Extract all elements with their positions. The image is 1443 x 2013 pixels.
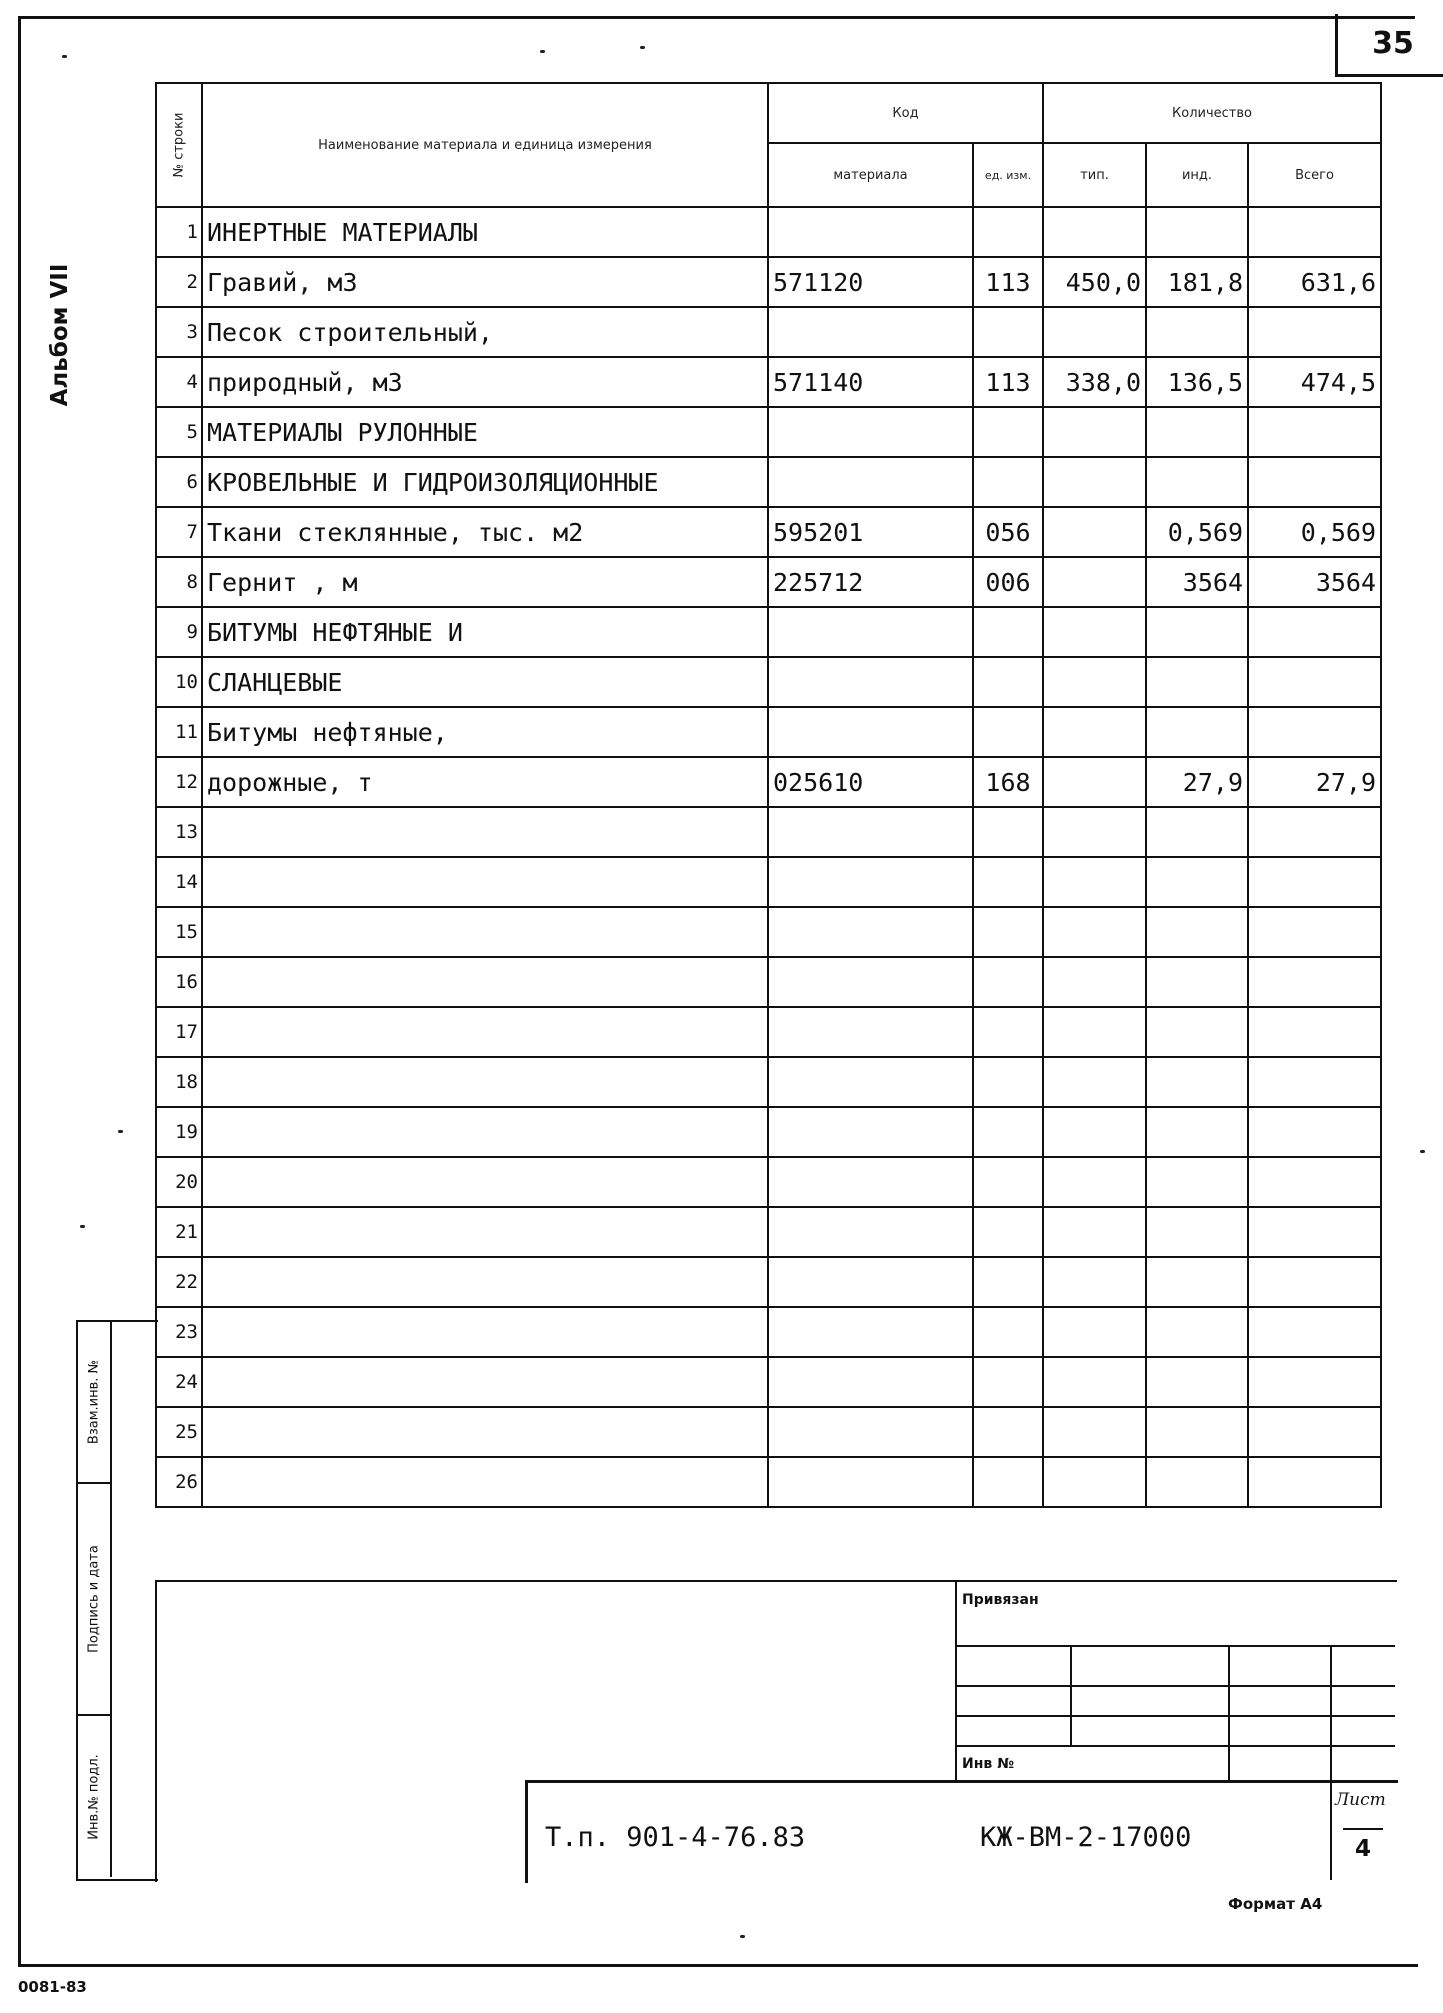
- material-name-cell: Ткани стеклянные, тыс. м2: [202, 507, 768, 557]
- unit-code-cell: [973, 1207, 1043, 1257]
- material-name-cell: ИНЕРТНЫЕ МАТЕРИАЛЫ: [202, 207, 768, 257]
- scan-speck: [740, 1935, 745, 1938]
- row-number-cell: 23: [156, 1307, 202, 1357]
- qty-ind-cell: [1146, 1057, 1248, 1107]
- row-number-cell: 17: [156, 1007, 202, 1057]
- row-number-cell: 8: [156, 557, 202, 607]
- sheet-label: Лист: [1335, 1790, 1386, 1810]
- material-code-cell: [768, 907, 973, 957]
- material-code-cell: [768, 607, 973, 657]
- row-number-cell: 14: [156, 857, 202, 907]
- qty-typ-cell: [1043, 1357, 1146, 1407]
- unit-code-cell: [973, 607, 1043, 657]
- unit-code-cell: [973, 1157, 1043, 1207]
- header-qty-typ: тип.: [1043, 143, 1146, 207]
- frame-top-border: [20, 16, 1415, 19]
- unit-code-cell: [973, 1407, 1043, 1457]
- stamp-line: [955, 1745, 1395, 1747]
- qty-typ-cell: [1043, 957, 1146, 1007]
- qty-total-cell: [1248, 657, 1381, 707]
- unit-code-cell: 056: [973, 507, 1043, 557]
- stamp-line: [955, 1685, 1395, 1687]
- qty-ind-cell: [1146, 1007, 1248, 1057]
- scan-speck: [62, 55, 67, 58]
- unit-code-cell: [973, 1057, 1043, 1107]
- qty-ind-cell: [1146, 907, 1248, 957]
- margin-cell-vzam-inv: Взам.инв. №: [78, 1322, 112, 1484]
- table-row: [156, 1457, 1381, 1507]
- unit-code-cell: [973, 1307, 1043, 1357]
- material-code-cell: [768, 707, 973, 757]
- material-name-cell: [202, 1357, 768, 1407]
- material-code-cell: [768, 407, 973, 457]
- table-row: [156, 257, 1381, 307]
- qty-typ-cell: [1043, 457, 1146, 507]
- qty-typ-cell: [1043, 1257, 1146, 1307]
- material-code-cell: [768, 1107, 973, 1157]
- margin-cell-inv-podl: Инв.№ подл.: [78, 1716, 112, 1877]
- unit-code-cell: [973, 657, 1043, 707]
- material-code-cell: [768, 1357, 973, 1407]
- row-number-cell: 21: [156, 1207, 202, 1257]
- qty-total-cell: [1248, 1107, 1381, 1157]
- qty-total-cell: [1248, 457, 1381, 507]
- table-row: [156, 907, 1381, 957]
- header-material-name: Наименование материала и единица измерения: [202, 83, 768, 207]
- document-code: КЖ-ВМ-2-17000: [980, 1822, 1192, 1853]
- unit-code-cell: [973, 457, 1043, 507]
- header-quantity-group: Количество: [1043, 83, 1381, 143]
- qty-total-cell: 631,6: [1248, 257, 1381, 307]
- material-code-cell: [768, 207, 973, 257]
- row-number-cell: 25: [156, 1407, 202, 1457]
- table-row: [156, 1157, 1381, 1207]
- qty-ind-cell: 27,9: [1146, 757, 1248, 807]
- table-row: [156, 457, 1381, 507]
- unit-code-cell: 006: [973, 557, 1043, 607]
- qty-total-cell: [1248, 857, 1381, 907]
- qty-typ-cell: [1043, 1157, 1146, 1207]
- qty-total-cell: [1248, 807, 1381, 857]
- qty-total-cell: [1248, 207, 1381, 257]
- format-label: Формат А4: [1228, 1895, 1323, 1913]
- qty-typ-cell: [1043, 557, 1146, 607]
- qty-typ-cell: [1043, 1307, 1146, 1357]
- unit-code-cell: [973, 957, 1043, 1007]
- qty-typ-cell: [1043, 1107, 1146, 1157]
- qty-total-cell: 474,5: [1248, 357, 1381, 407]
- qty-total-cell: 0,569: [1248, 507, 1381, 557]
- row-number-cell: 16: [156, 957, 202, 1007]
- table-row: [156, 407, 1381, 457]
- qty-typ-cell: [1043, 507, 1146, 557]
- material-code-cell: [768, 657, 973, 707]
- qty-total-cell: [1248, 1057, 1381, 1107]
- table-row: [156, 857, 1381, 907]
- qty-typ-cell: [1043, 657, 1146, 707]
- qty-ind-cell: [1146, 607, 1248, 657]
- qty-ind-cell: [1146, 1157, 1248, 1207]
- scan-speck: [80, 1225, 85, 1228]
- material-name-cell: Гернит , м: [202, 557, 768, 607]
- qty-ind-cell: [1146, 1207, 1248, 1257]
- material-name-cell: дорожные, т: [202, 757, 768, 807]
- unit-code-cell: [973, 307, 1043, 357]
- material-code-cell: [768, 1257, 973, 1307]
- qty-ind-cell: [1146, 457, 1248, 507]
- qty-typ-cell: 450,0: [1043, 257, 1146, 307]
- qty-ind-cell: [1146, 1257, 1248, 1307]
- header-qty-ind: инд.: [1146, 143, 1248, 207]
- material-code-cell: [768, 1207, 973, 1257]
- stamp-line: [1070, 1645, 1072, 1745]
- material-code-cell: [768, 1007, 973, 1057]
- table-row: [156, 1107, 1381, 1157]
- material-code-cell: 225712: [768, 557, 973, 607]
- sheet-number: 4: [1343, 1828, 1383, 1868]
- material-code-cell: 571140: [768, 357, 973, 407]
- material-code-cell: 025610: [768, 757, 973, 807]
- unit-code-cell: [973, 1007, 1043, 1057]
- qty-ind-cell: [1146, 957, 1248, 1007]
- row-number-cell: 6: [156, 457, 202, 507]
- inv-number-label: Инв №: [962, 1756, 1014, 1772]
- qty-typ-cell: [1043, 607, 1146, 657]
- material-name-cell: [202, 1107, 768, 1157]
- qty-total-cell: [1248, 407, 1381, 457]
- page-number: 35: [1335, 14, 1443, 77]
- header-code-material: материала: [768, 143, 973, 207]
- unit-code-cell: [973, 407, 1043, 457]
- scan-speck: [118, 1130, 123, 1133]
- table-row: [156, 1207, 1381, 1257]
- material-name-cell: Гравий, м3: [202, 257, 768, 307]
- qty-ind-cell: [1146, 1107, 1248, 1157]
- qty-ind-cell: [1146, 1307, 1248, 1357]
- header-code-unit: ед. изм.: [973, 143, 1043, 207]
- row-number-cell: 10: [156, 657, 202, 707]
- qty-total-cell: [1248, 1457, 1381, 1507]
- material-name-cell: [202, 1307, 768, 1357]
- unit-code-cell: [973, 707, 1043, 757]
- material-code-cell: [768, 1057, 973, 1107]
- qty-ind-cell: [1146, 807, 1248, 857]
- table-row: [156, 1057, 1381, 1107]
- qty-ind-cell: [1146, 1407, 1248, 1457]
- material-code-cell: [768, 1457, 973, 1507]
- qty-total-cell: 3564: [1248, 557, 1381, 607]
- unit-code-cell: [973, 1107, 1043, 1157]
- margin-stamp-block: [76, 1320, 158, 1881]
- material-name-cell: [202, 1457, 768, 1507]
- qty-ind-cell: [1146, 1357, 1248, 1407]
- table-row: [156, 1007, 1381, 1057]
- qty-ind-cell: [1146, 857, 1248, 907]
- album-label: Альбом VII: [47, 263, 73, 407]
- qty-typ-cell: [1043, 1457, 1146, 1507]
- header-row-number: № строки: [156, 83, 202, 207]
- scan-speck: [540, 50, 545, 53]
- qty-total-cell: [1248, 907, 1381, 957]
- stamp-line: [1228, 1645, 1230, 1780]
- qty-ind-cell: 3564: [1146, 557, 1248, 607]
- table-row: [156, 307, 1381, 357]
- material-name-cell: Битумы нефтяные,: [202, 707, 768, 757]
- material-name-cell: СЛАНЦЕВЫЕ: [202, 657, 768, 707]
- frame-left-border: [18, 16, 21, 1964]
- qty-ind-cell: [1146, 657, 1248, 707]
- qty-total-cell: [1248, 607, 1381, 657]
- unit-code-cell: 113: [973, 357, 1043, 407]
- unit-code-cell: [973, 1357, 1043, 1407]
- material-name-cell: [202, 907, 768, 957]
- row-number-cell: 11: [156, 707, 202, 757]
- qty-typ-cell: [1043, 707, 1146, 757]
- table-row: [156, 757, 1381, 807]
- material-code-cell: [768, 1307, 973, 1357]
- material-name-cell: [202, 1157, 768, 1207]
- qty-ind-cell: 136,5: [1146, 357, 1248, 407]
- table-row: [156, 207, 1381, 257]
- qty-ind-cell: [1146, 407, 1248, 457]
- material-name-cell: КРОВЕЛЬНЫЕ И ГИДРОИЗОЛЯЦИОННЫЕ: [202, 457, 768, 507]
- qty-total-cell: [1248, 1157, 1381, 1207]
- qty-typ-cell: [1043, 1057, 1146, 1107]
- margin-cell-podpis-data: Подпись и дата: [78, 1484, 112, 1716]
- qty-ind-cell: 181,8: [1146, 257, 1248, 307]
- privyazan-label: Привязан: [962, 1592, 1039, 1608]
- table-row: [156, 957, 1381, 1007]
- qty-typ-cell: [1043, 1207, 1146, 1257]
- row-number-cell: 7: [156, 507, 202, 557]
- stamp-line: [955, 1645, 1395, 1647]
- row-number-cell: 19: [156, 1107, 202, 1157]
- material-name-cell: [202, 857, 768, 907]
- material-code-cell: 595201: [768, 507, 973, 557]
- table-row: [156, 1307, 1381, 1357]
- archive-code: 0081-83: [18, 1978, 87, 1996]
- unit-code-cell: [973, 857, 1043, 907]
- qty-typ-cell: [1043, 407, 1146, 457]
- materials-table: [155, 82, 1382, 1508]
- qty-ind-cell: [1146, 207, 1248, 257]
- row-number-cell: 18: [156, 1057, 202, 1107]
- table-row: [156, 1407, 1381, 1457]
- qty-typ-cell: [1043, 307, 1146, 357]
- qty-total-cell: [1248, 707, 1381, 757]
- row-number-cell: 20: [156, 1157, 202, 1207]
- material-code-cell: [768, 957, 973, 1007]
- material-name-cell: [202, 1207, 768, 1257]
- qty-total-cell: [1248, 1007, 1381, 1057]
- material-name-cell: [202, 1007, 768, 1057]
- table-row: [156, 557, 1381, 607]
- table-row: [156, 357, 1381, 407]
- unit-code-cell: [973, 807, 1043, 857]
- unit-code-cell: [973, 1257, 1043, 1307]
- material-name-cell: БИТУМЫ НЕФТЯНЫЕ И: [202, 607, 768, 657]
- row-number-cell: 22: [156, 1257, 202, 1307]
- material-name-cell: МАТЕРИАЛЫ РУЛОННЫЕ: [202, 407, 768, 457]
- material-code-cell: [768, 307, 973, 357]
- qty-ind-cell: [1146, 1457, 1248, 1507]
- row-number-cell: 12: [156, 757, 202, 807]
- row-number-cell: 1: [156, 207, 202, 257]
- qty-total-cell: [1248, 1357, 1381, 1407]
- unit-code-cell: [973, 207, 1043, 257]
- qty-ind-cell: 0,569: [1146, 507, 1248, 557]
- frame-bottom-border: [18, 1964, 1418, 1967]
- material-code-cell: [768, 1407, 973, 1457]
- header-qty-total: Всего: [1248, 143, 1381, 207]
- qty-typ-cell: [1043, 807, 1146, 857]
- row-number-cell: 9: [156, 607, 202, 657]
- material-name-cell: [202, 1057, 768, 1107]
- qty-typ-cell: [1043, 207, 1146, 257]
- table-row: [156, 1257, 1381, 1307]
- header-code-group: Код: [768, 83, 1043, 143]
- qty-total-cell: [1248, 957, 1381, 1007]
- material-name-cell: [202, 1257, 768, 1307]
- scan-speck: [640, 46, 645, 49]
- table-row: [156, 607, 1381, 657]
- qty-ind-cell: [1146, 707, 1248, 757]
- row-number-cell: 13: [156, 807, 202, 857]
- qty-total-cell: [1248, 1207, 1381, 1257]
- material-code-cell: [768, 807, 973, 857]
- material-name-cell: [202, 1407, 768, 1457]
- row-number-cell: 24: [156, 1357, 202, 1407]
- material-name-cell: [202, 957, 768, 1007]
- material-code-cell: [768, 857, 973, 907]
- material-name-cell: природный, м3: [202, 357, 768, 407]
- stamp-line: [955, 1715, 1395, 1717]
- qty-total-cell: [1248, 1407, 1381, 1457]
- material-name-cell: [202, 807, 768, 857]
- qty-total-cell: [1248, 1257, 1381, 1307]
- row-number-cell: 3: [156, 307, 202, 357]
- row-number-cell: 15: [156, 907, 202, 957]
- qty-typ-cell: [1043, 1007, 1146, 1057]
- table-row: [156, 1357, 1381, 1407]
- table-row: [156, 657, 1381, 707]
- qty-typ-cell: [1043, 1407, 1146, 1457]
- unit-code-cell: 113: [973, 257, 1043, 307]
- material-name-cell: Песок строительный,: [202, 307, 768, 357]
- scan-speck: [1420, 1150, 1425, 1153]
- row-number-cell: 26: [156, 1457, 202, 1507]
- row-number-cell: 5: [156, 407, 202, 457]
- qty-total-cell: 27,9: [1248, 757, 1381, 807]
- project-designation: Т.п. 901-4-76.83: [545, 1822, 806, 1853]
- stamp-line: [1330, 1645, 1332, 1780]
- unit-code-cell: 168: [973, 757, 1043, 807]
- qty-ind-cell: [1146, 307, 1248, 357]
- qty-total-cell: [1248, 1307, 1381, 1357]
- qty-typ-cell: 338,0: [1043, 357, 1146, 407]
- unit-code-cell: [973, 907, 1043, 957]
- qty-typ-cell: [1043, 907, 1146, 957]
- unit-code-cell: [973, 1457, 1043, 1507]
- qty-total-cell: [1248, 307, 1381, 357]
- material-code-cell: [768, 457, 973, 507]
- table-row: [156, 707, 1381, 757]
- table-row: [156, 507, 1381, 557]
- qty-typ-cell: [1043, 857, 1146, 907]
- row-number-cell: 2: [156, 257, 202, 307]
- qty-typ-cell: [1043, 757, 1146, 807]
- material-code-cell: [768, 1157, 973, 1207]
- row-number-cell: 4: [156, 357, 202, 407]
- material-code-cell: 571120: [768, 257, 973, 307]
- table-row: [156, 807, 1381, 857]
